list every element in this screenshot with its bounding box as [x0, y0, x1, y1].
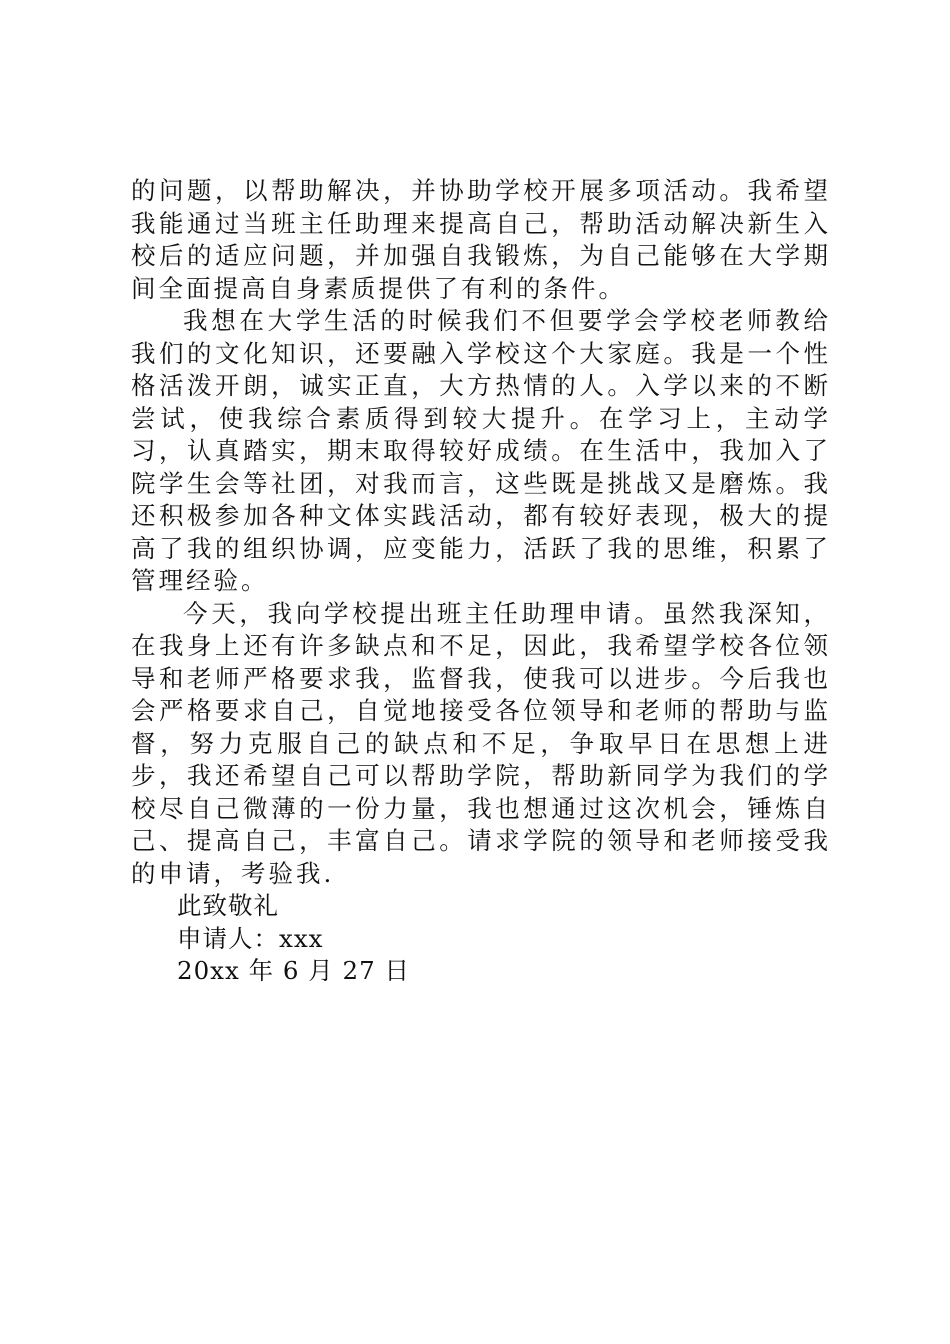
paragraph-university-life: 我想在大学生活的时候我们不但要学会学校老师教给我们的文化知识，还要融入学校这个大家庭。我是一个性格活泼开朗，诚实正直，大方热情的人。入学以来的不断尝试，使我综合素质得到较大提升。在学习上，主动学习，认真踏实，期末取得较好成绩。在生活中，我加入了院学生会等社团，对我而言，这些既是挑战又是磨炼。我还积极参加各种文体实践活动，都有较好表现，极大的提高了我的组织协调，应变能力，活跃了我的思维，积累了管理经验。 [131, 306, 831, 595]
date-line: 20xx 年 6 月 27 日 [177, 956, 411, 985]
applicant-line: 申请人：xxx [177, 923, 324, 953]
letter-body [131, 175, 831, 988]
closing-salutation: 此致敬礼 [177, 891, 279, 920]
paragraph-application: 今天，我向学校提出班主任助理申请。虽然我深知，在我身上还有许多缺点和不足，因此，我希望学校各位领导和老师严格要求我，监督我，使我可以进步。今后我也会严格要求自己，自觉地接受各位领导和老师的帮助与监督，努力克服自己的缺点和不足，争取早日在思想上进步，我还希望自己可以帮助学院，帮助新同学为我们的学校尽自己微薄的一份力量，我也想通过这次机会，锤炼自己、提高自己，丰富自己。请求学院的领导和老师接受我的申请，考验我. [131, 598, 831, 888]
paragraph-continuation: 的问题，以帮助解决，并协助学校开展多项活动。我希望我能通过当班主任助理来提高自己，帮助活动解决新生入校后的适应问题，并加强自我锻炼，为自己能够在大学期间全面提高自身素质提供了有利的条件。 [131, 176, 831, 303]
